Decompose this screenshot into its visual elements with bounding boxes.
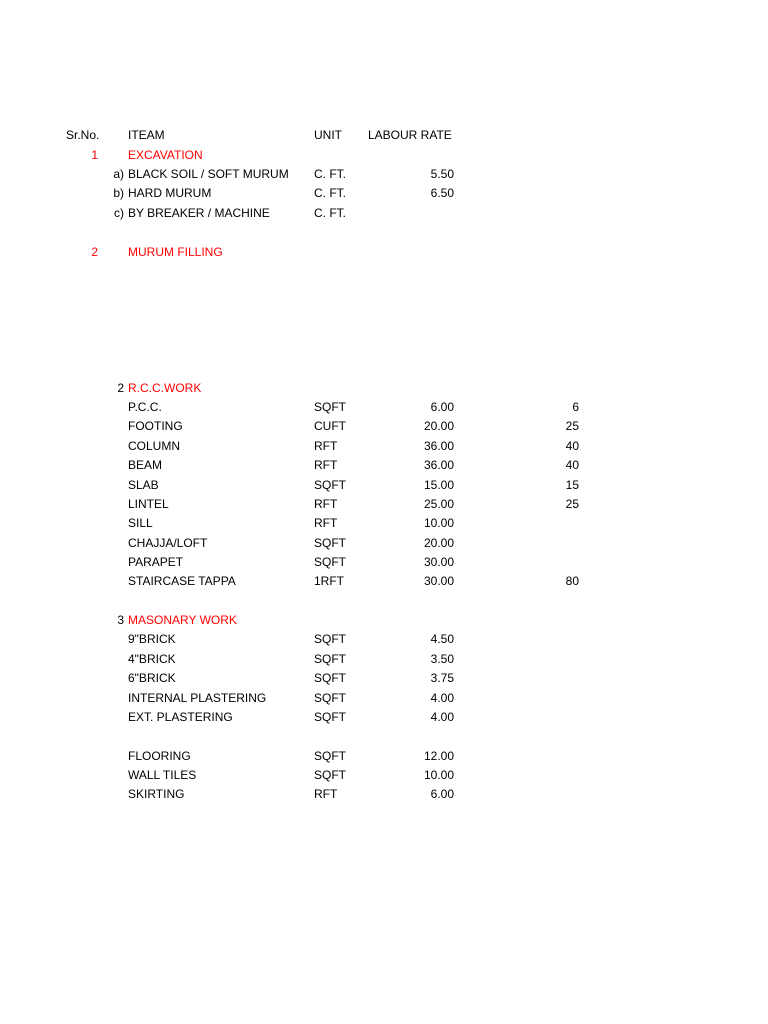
row-item: PARAPET bbox=[128, 555, 184, 569]
section-heading-excavation bbox=[0, 146, 768, 165]
row-unit: C. FT. bbox=[314, 167, 346, 181]
table-row bbox=[0, 476, 768, 495]
table-row bbox=[0, 785, 768, 804]
table-row bbox=[0, 398, 768, 417]
row-unit: RFT bbox=[314, 516, 338, 530]
section-number: 3 bbox=[117, 613, 124, 627]
row-unit: C. FT. bbox=[314, 206, 346, 220]
row-unit: SQFT bbox=[314, 478, 346, 492]
row-extra: 25 bbox=[565, 497, 579, 511]
row-extra: 80 bbox=[565, 574, 579, 588]
row-item: BY BREAKER / MACHINE bbox=[128, 206, 270, 220]
section-number: 1 bbox=[91, 148, 98, 162]
row-letter: c) bbox=[114, 206, 124, 220]
table-row bbox=[0, 650, 768, 669]
table-row bbox=[0, 417, 768, 436]
row-item: CHAJJA/LOFT bbox=[128, 536, 208, 550]
table-row bbox=[0, 165, 768, 184]
table-row bbox=[0, 669, 768, 688]
table-row bbox=[0, 514, 768, 533]
row-unit: SQFT bbox=[314, 691, 346, 705]
row-rate: 30.00 bbox=[423, 574, 454, 588]
row-unit: SQFT bbox=[314, 632, 346, 646]
row-rate: 3.75 bbox=[430, 671, 454, 685]
row-item: BLACK SOIL / SOFT MURUM bbox=[128, 167, 289, 181]
row-rate: 20.00 bbox=[423, 419, 454, 433]
header-sr: Sr.No. bbox=[66, 128, 100, 142]
header-unit: UNIT bbox=[314, 128, 342, 142]
row-item: INTERNAL PLASTERING bbox=[128, 691, 267, 705]
row-item: SKIRTING bbox=[128, 787, 185, 801]
row-unit: SQFT bbox=[314, 652, 346, 666]
row-unit: RFT bbox=[314, 497, 338, 511]
section-heading-murum-filling bbox=[0, 243, 768, 262]
table-row bbox=[0, 553, 768, 572]
row-item: BEAM bbox=[128, 458, 163, 472]
table-row bbox=[0, 747, 768, 766]
row-item: COLUMN bbox=[128, 439, 181, 453]
table-row bbox=[0, 766, 768, 785]
row-unit: SQFT bbox=[314, 400, 346, 414]
section-title: MURUM FILLING bbox=[128, 245, 223, 259]
row-rate: 6.00 bbox=[430, 400, 454, 414]
table-row bbox=[0, 708, 768, 727]
header-item: ITEAM bbox=[128, 128, 165, 142]
table-row bbox=[0, 437, 768, 456]
row-unit: RFT bbox=[314, 439, 338, 453]
row-extra: 40 bbox=[565, 458, 579, 472]
row-item: FOOTING bbox=[128, 419, 183, 433]
row-rate: 36.00 bbox=[423, 439, 454, 453]
row-unit: SQFT bbox=[314, 749, 346, 763]
section-title: R.C.C.WORK bbox=[128, 381, 202, 395]
row-unit: 1RFT bbox=[314, 574, 344, 588]
row-item: P.C.C. bbox=[128, 400, 162, 414]
section-heading-rcc-work bbox=[0, 379, 768, 398]
row-rate: 5.50 bbox=[430, 167, 454, 181]
table-row bbox=[0, 630, 768, 649]
row-letter: a) bbox=[113, 167, 124, 181]
row-rate: 20.00 bbox=[423, 536, 454, 550]
row-extra: 6 bbox=[572, 400, 579, 414]
section-title: MASONARY WORK bbox=[128, 613, 237, 627]
row-item: WALL TILES bbox=[128, 768, 197, 782]
row-rate: 10.00 bbox=[423, 516, 454, 530]
section-heading-masonary-work bbox=[0, 611, 768, 630]
row-item: EXT. PLASTERING bbox=[128, 710, 233, 724]
row-rate: 36.00 bbox=[423, 458, 454, 472]
row-rate: 6.00 bbox=[430, 787, 454, 801]
row-unit: SQFT bbox=[314, 555, 346, 569]
row-letter: b) bbox=[113, 186, 124, 200]
row-item: 9"BRICK bbox=[128, 632, 176, 646]
table-row bbox=[0, 204, 768, 223]
row-unit: RFT bbox=[314, 458, 338, 472]
header-rate: LABOUR RATE bbox=[368, 128, 452, 142]
row-item: LINTEL bbox=[128, 497, 169, 511]
row-rate: 4.00 bbox=[430, 710, 454, 724]
section-title: EXCAVATION bbox=[128, 148, 203, 162]
row-item: STAIRCASE TAPPA bbox=[128, 574, 236, 588]
row-item: FLOORING bbox=[128, 749, 191, 763]
row-unit: SQFT bbox=[314, 671, 346, 685]
row-item: 4"BRICK bbox=[128, 652, 176, 666]
row-item: HARD MURUM bbox=[128, 186, 212, 200]
row-extra: 15 bbox=[565, 478, 579, 492]
row-unit: SQFT bbox=[314, 710, 346, 724]
row-rate: 12.00 bbox=[423, 749, 454, 763]
row-extra: 40 bbox=[565, 439, 579, 453]
row-item: SILL bbox=[128, 516, 153, 530]
row-rate: 6.50 bbox=[430, 186, 454, 200]
row-unit: C. FT. bbox=[314, 186, 346, 200]
row-rate: 3.50 bbox=[430, 652, 454, 666]
table-row bbox=[0, 184, 768, 203]
table-row bbox=[0, 572, 768, 591]
table-row bbox=[0, 456, 768, 475]
row-rate: 30.00 bbox=[423, 555, 454, 569]
row-rate: 10.00 bbox=[423, 768, 454, 782]
row-extra: 25 bbox=[565, 419, 579, 433]
table-row bbox=[0, 689, 768, 708]
row-unit: SQFT bbox=[314, 768, 346, 782]
row-rate: 4.00 bbox=[430, 691, 454, 705]
section-number: 2 bbox=[91, 245, 98, 259]
table-row bbox=[0, 495, 768, 514]
section-number: 2 bbox=[117, 381, 124, 395]
row-unit: SQFT bbox=[314, 536, 346, 550]
row-unit: RFT bbox=[314, 787, 338, 801]
row-item: SLAB bbox=[128, 478, 159, 492]
row-unit: CUFT bbox=[314, 419, 346, 433]
table-row bbox=[0, 534, 768, 553]
row-rate: 4.50 bbox=[430, 632, 454, 646]
row-rate: 15.00 bbox=[423, 478, 454, 492]
header-row bbox=[0, 126, 768, 145]
row-item: 6"BRICK bbox=[128, 671, 176, 685]
row-rate: 25.00 bbox=[423, 497, 454, 511]
